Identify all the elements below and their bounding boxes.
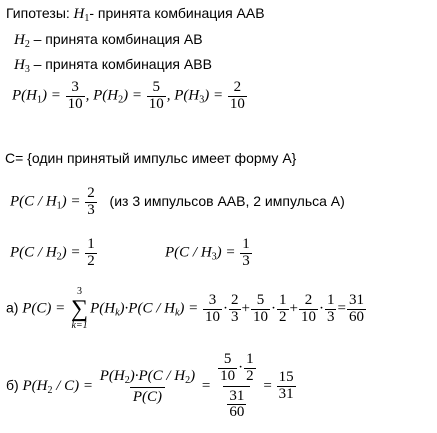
conditional-h2: $P(C / H_2)$ = $\frac{1}{2}$ bbox=[10, 236, 95, 269]
hypothesis-2-text: – принята комбинация АВ bbox=[33, 31, 203, 47]
conditional-h3: $P(C / H_3)$ = $\frac{1}{3}$ bbox=[165, 236, 250, 269]
hypotheses-line-2 bbox=[14, 32, 203, 50]
hypothesis-3-symbol: H bbox=[14, 57, 25, 73]
p-h1-lhs: P(H bbox=[12, 87, 37, 104]
hypothesis-3-subscript: 3 bbox=[24, 64, 30, 75]
part-a-formula: а) P(C) = 3 ∑ k=1 $P(H_k)\cdot P(C / H_k)$ = $\frac{3}{10}$ · $\frac{2}{3}$ + $\frac{5}{10}$ · $\frac{1}{2}$ + $\frac{2}{10}$ · $\frac{1}{3}$ = $\frac{31}{60}$ bbox=[6, 286, 364, 331]
pc-h1-note: (из 3 импульсов ААВ, 2 импульса А) bbox=[109, 192, 345, 209]
part-a-label: а) bbox=[6, 299, 19, 316]
conditional-h1: $P(C / H_1)$ = $\frac{2}{3}$ (из 3 импульсов ААВ, 2 импульса А) bbox=[10, 185, 345, 218]
p-h3-lhs: , P(H bbox=[166, 87, 200, 104]
hypothesis-1-subscript: 1 bbox=[84, 13, 90, 24]
hypotheses-line-3 bbox=[14, 57, 212, 75]
pc-h2-fraction: $\frac{1}{2}$ bbox=[87, 236, 95, 269]
bayes-compound-fraction: $\frac{5}{10}$ · $\frac{1}{2}$ $\frac{31}{60}$ bbox=[220, 351, 254, 421]
p-h2-lhs: , P(H bbox=[85, 87, 119, 104]
event-definition: С= {один принятый импульс имеет форму А} bbox=[5, 150, 297, 166]
bayes-fraction: $\frac{P(H_2)\cdot P(C / H_2)}{P(C)}$ bbox=[99, 367, 196, 405]
hypotheses-label: Гипотезы: bbox=[6, 5, 70, 21]
part-b-label: б) bbox=[6, 376, 19, 393]
total-probability-result: $\frac{31}{60}$ bbox=[348, 291, 364, 325]
pc-h1-fraction: $\frac{2}{3}$ bbox=[87, 185, 95, 218]
part-b-formula: б) $P(H_2 / C)$ = $\frac{P(H_2)\cdot P(C / H_2)}{P(C)}$ = $\frac{5}{10}$ · $\frac{1}{2}$ $\frac{31}{60}$ = $\frac{15}{31}$ bbox=[6, 351, 294, 421]
hypotheses-line-1 bbox=[6, 6, 265, 24]
pc-h3-fraction: $\frac{1}{3}$ bbox=[242, 236, 250, 269]
p-h2-fraction: $\frac{5}{10}$ bbox=[148, 79, 164, 112]
bayes-result: $\frac{15}{31}$ bbox=[278, 369, 294, 402]
hypothesis-3-text: – принята комбинация АВВ bbox=[33, 56, 212, 72]
hypothesis-1-text: - принята комбинация ААВ bbox=[89, 5, 265, 21]
hypothesis-2-symbol: H bbox=[14, 32, 25, 48]
hypothesis-1-symbol: H bbox=[73, 6, 85, 22]
p-h3-fraction: $\frac{2}{10}$ bbox=[229, 79, 245, 112]
p-h1-fraction: $\frac{3}{10}$ bbox=[67, 79, 83, 112]
prior-probabilities: $P(H_1)$ = $\frac{3}{10}$ , $P(H_2)$ = $\frac{5}{10}$ , $P(H_3)$ = $\frac{2}{10}$ bbox=[12, 79, 245, 112]
summation-sign: 3 ∑ k=1 bbox=[70, 286, 89, 331]
hypothesis-2-subscript: 2 bbox=[24, 39, 30, 50]
